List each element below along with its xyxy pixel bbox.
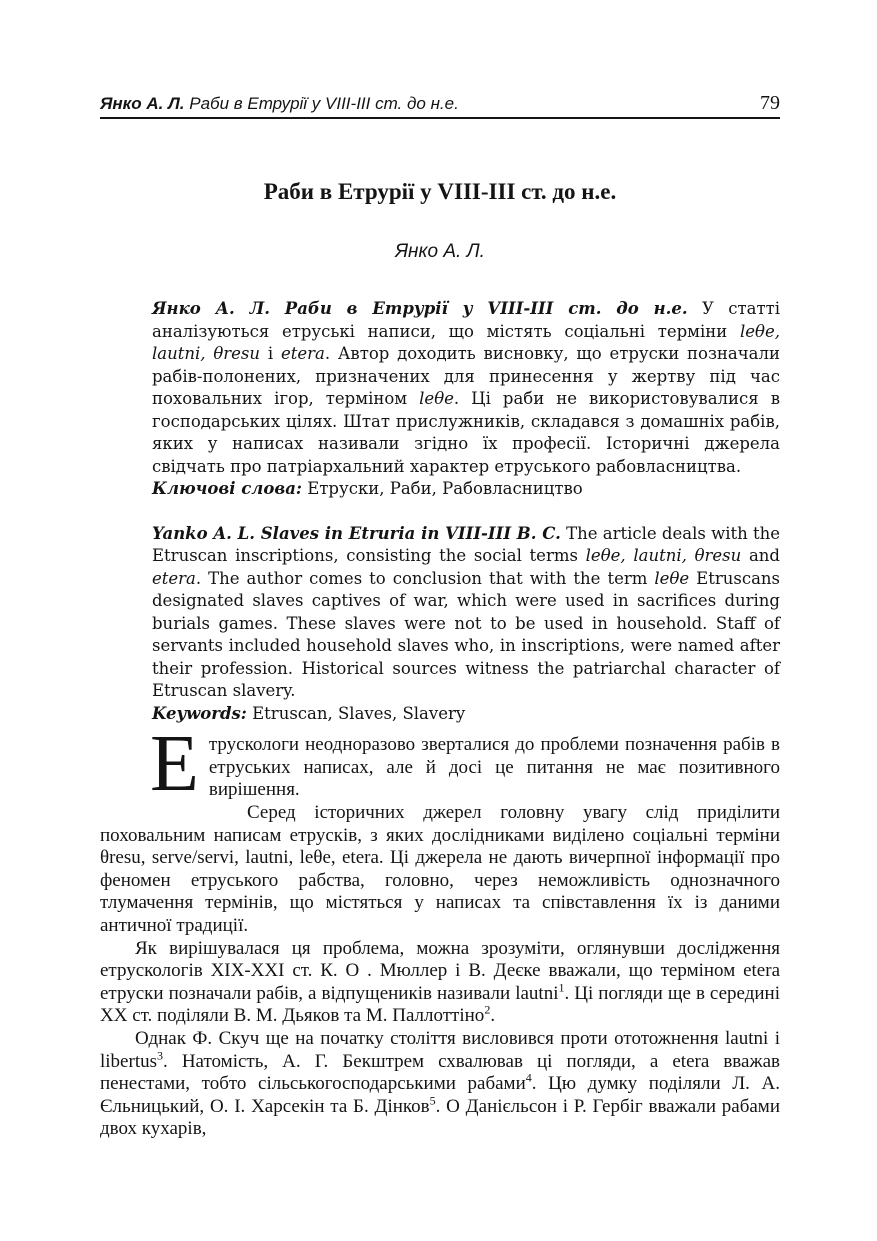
- abstract-text-segment: і: [260, 344, 281, 363]
- paragraph-text: . О Данієльсон і Р. Гербіг вважали рабами двох кухарів,: [100, 1095, 780, 1140]
- abstract-text-segment: The article deals with the Etruscan inscriptions, consisting the social terms: [152, 523, 781, 565]
- footnote-reference: 1: [558, 980, 565, 995]
- paragraph-with-dropcap: [150, 720, 780, 808]
- abstract-english: [152, 523, 780, 726]
- abstract-english-keywords: [152, 703, 780, 726]
- paragraph-text: .: [490, 1005, 496, 1027]
- abstract-english-text: [152, 523, 780, 703]
- paragraph: [100, 1028, 780, 1141]
- etruscan-term: leθe, lautni, θresu: [585, 546, 742, 565]
- etruscan-term: leθe: [654, 568, 690, 588]
- abstract-text-segment: Etruscans designated slaves captives of war, which were used in sacrifices during burials games. These slaves were not to be used in household. Staff of servants included household slaves who, in inscriptions, were named after their profession. Historical sources witness the patriarchal character of Etruscan slavery.: [152, 568, 780, 700]
- etruscan-term: etera: [152, 568, 196, 588]
- abstract-text-segment: . The author comes to conclusion that with the term: [195, 568, 655, 588]
- paragraph-text: Однак Ф. Скуч ще на початку століття висловився проти ототожнення lautni і libertus: [100, 1027, 780, 1072]
- footnote-reference: 4: [525, 1070, 532, 1085]
- abstract-ukrainian-lead: Янко А. Л. Раби в Етрурії у VIII-III ст. до н.е.: [152, 299, 688, 318]
- abstract-text-segment: and: [741, 546, 780, 565]
- paragraph-text: трускологи неодноразово зверталися до проблеми позначення рабів в етруських написах, але й досі це питання не має позитивного вирішення.: [208, 734, 780, 801]
- running-header-title: Раби в Етрурії у VIII-III ст. до н.е.: [184, 94, 459, 113]
- abstract-text-segment: . Автор доходить висновку, що етруски позначали рабів-полонених, призначених для принесення у жертву під час поховальних ігор, терміном: [152, 344, 780, 408]
- footnote-reference: 5: [429, 1093, 436, 1108]
- paragraph-text: . Цю думку поділяли Л. А. Єльницький, О. І. Харсекін та Б. Дінков: [100, 1073, 780, 1117]
- dropcap-letter: Е: [150, 720, 199, 808]
- abstract-ukrainian: [152, 298, 780, 501]
- etruscan-term: etera: [280, 344, 325, 363]
- article-title: Раби в Етрурії у VIII-III ст. до н.е.: [263, 179, 617, 204]
- keywords-value: Етруски, Раби, Рабовласництво: [302, 479, 583, 498]
- paragraph: Серед історичних джерел головну увагу слід приділити поховальним написам етрусків, з яких дослідниками виділено соціальні терміни θresu, serve/servi, lautni, leθe, etera. Ці джерела не дають вичерпної інформації про феномен етруського рабства, головно, через неможливість однозначного тлумачення термінів, що містяться у написах та співставлення їх із даними античної традиції.: [100, 802, 780, 936]
- etruscan-term: leθe: [419, 389, 454, 408]
- keywords-label: Ключові слова:: [152, 479, 303, 498]
- footnote-reference: 2: [484, 1003, 491, 1018]
- abstract-ukrainian-keywords: [152, 478, 780, 501]
- article-body: [100, 720, 780, 1141]
- running-header: [100, 92, 780, 119]
- running-header-text: [100, 94, 459, 114]
- paragraph-text: . Ці погляди ще в середині XX ст. поділяли В. М. Дьяков та М. Паллоттіно: [100, 982, 780, 1027]
- etruscan-term: leθe, lautni, θresu: [152, 321, 780, 363]
- page-number: 79: [760, 92, 780, 114]
- article-author: Янко А. Л.: [395, 241, 485, 262]
- footnote-reference: 3: [157, 1048, 163, 1063]
- keywords-label: Keywords:: [152, 703, 247, 723]
- abstract-text-segment: У статті аналізуються етруські написи, що містять соціальні терміни: [152, 299, 780, 341]
- paragraph-text: Як вирішувалася ця проблема, можна зрозуміти, оглянувши дослідження етрускологів XIX-XXI ст. К. О . Мюллер і В. Деєке вважали, що терміном etera етруски позначали рабів, а відпущеників називали lautni: [100, 937, 780, 1004]
- abstract-english-lead: Yanko A. L. Slaves in Etruria in VIII-III B. C.: [152, 523, 561, 543]
- abstract-text-segment: . Ці раби не використовувалися в господарських цілях. Штат прислужників, складався з домашніх рабів, яких у написах називали згідно їх професії. Історичні джерела свідчать про патріархальний характер етруського рабовласництва.: [152, 389, 780, 476]
- abstract-ukrainian-text: [152, 298, 780, 478]
- paragraph-text: . Натомість, А. Г. Бекштрем схвалював ці погляди, а etera вважав пенестами, тобто сільськогосподарськими рабами: [100, 1050, 780, 1095]
- paragraph: [100, 938, 780, 1028]
- keywords-value: Etruscan, Slaves, Slavery: [246, 703, 466, 723]
- running-header-author: Янко А. Л.: [100, 94, 185, 113]
